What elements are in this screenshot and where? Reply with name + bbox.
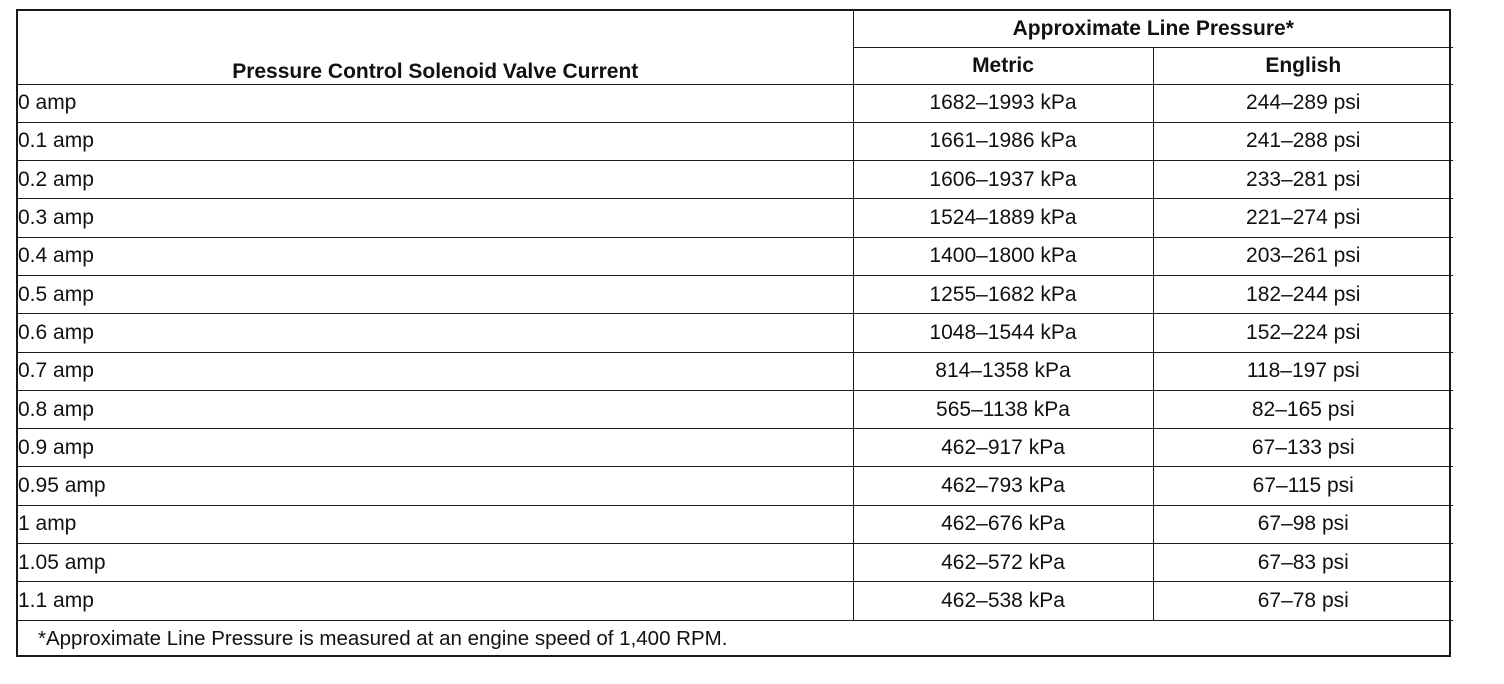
metric-pressure-cell: 1682–1993 kPa — [853, 84, 1153, 122]
table-row — [18, 429, 1453, 467]
header-row-group — [18, 11, 1453, 47]
current-cell: 0.95 amp — [18, 467, 853, 505]
metric-pressure-cell: 462–917 kPa — [853, 429, 1153, 467]
current-cell: 0.2 amp — [18, 161, 853, 199]
english-column-header: English — [1153, 47, 1453, 84]
table-row — [18, 582, 1453, 620]
footnote: *Approximate Line Pressure is measured at an engine speed of 1,400 RPM. — [18, 620, 1453, 658]
english-pressure-cell: 241–288 psi — [1153, 122, 1453, 160]
table-row — [18, 467, 1453, 505]
table-row — [18, 84, 1453, 122]
english-pressure-cell: 67–98 psi — [1153, 505, 1453, 543]
current-cell: 1.05 amp — [18, 544, 853, 582]
metric-pressure-cell: 1606–1937 kPa — [853, 161, 1153, 199]
current-cell: 0.6 amp — [18, 314, 853, 352]
current-cell: 0.9 amp — [18, 429, 853, 467]
table-row — [18, 390, 1453, 428]
metric-pressure-cell: 462–572 kPa — [853, 544, 1153, 582]
table-row — [18, 314, 1453, 352]
current-cell: 0.7 amp — [18, 352, 853, 390]
english-pressure-cell: 67–133 psi — [1153, 429, 1453, 467]
english-pressure-cell: 233–281 psi — [1153, 161, 1453, 199]
table-row — [18, 505, 1453, 543]
current-column-header: Pressure Control Solenoid Valve Current — [18, 11, 853, 84]
metric-pressure-cell: 462–676 kPa — [853, 505, 1153, 543]
english-pressure-cell: 244–289 psi — [1153, 84, 1453, 122]
current-cell: 0.5 amp — [18, 275, 853, 313]
table-footer — [18, 620, 1453, 658]
pressure-group-header: Approximate Line Pressure* — [853, 11, 1453, 47]
current-cell: 0.4 amp — [18, 237, 853, 275]
metric-pressure-cell: 462–793 kPa — [853, 467, 1153, 505]
english-pressure-cell: 182–244 psi — [1153, 275, 1453, 313]
footnote-row — [18, 620, 1453, 658]
table-row — [18, 544, 1453, 582]
table-row — [18, 199, 1453, 237]
table-header — [18, 11, 1453, 84]
current-cell: 1 amp — [18, 505, 853, 543]
english-pressure-cell: 118–197 psi — [1153, 352, 1453, 390]
metric-pressure-cell: 814–1358 kPa — [853, 352, 1153, 390]
metric-pressure-cell: 1400–1800 kPa — [853, 237, 1153, 275]
table-row — [18, 275, 1453, 313]
line-pressure-table — [18, 11, 1453, 658]
english-pressure-cell: 67–115 psi — [1153, 467, 1453, 505]
metric-pressure-cell: 1048–1544 kPa — [853, 314, 1153, 352]
line-pressure-table-frame — [16, 9, 1451, 657]
table-row — [18, 352, 1453, 390]
current-cell: 1.1 amp — [18, 582, 853, 620]
table-row — [18, 161, 1453, 199]
current-cell: 0.1 amp — [18, 122, 853, 160]
table-row — [18, 237, 1453, 275]
current-cell: 0.3 amp — [18, 199, 853, 237]
table-body — [18, 84, 1453, 620]
metric-pressure-cell: 1524–1889 kPa — [853, 199, 1153, 237]
current-cell: 0 amp — [18, 84, 853, 122]
current-cell: 0.8 amp — [18, 390, 853, 428]
english-pressure-cell: 221–274 psi — [1153, 199, 1453, 237]
metric-pressure-cell: 462–538 kPa — [853, 582, 1153, 620]
english-pressure-cell: 67–78 psi — [1153, 582, 1453, 620]
english-pressure-cell: 67–83 psi — [1153, 544, 1453, 582]
english-pressure-cell: 82–165 psi — [1153, 390, 1453, 428]
table-row — [18, 122, 1453, 160]
english-pressure-cell: 152–224 psi — [1153, 314, 1453, 352]
metric-pressure-cell: 1661–1986 kPa — [853, 122, 1153, 160]
metric-column-header: Metric — [853, 47, 1153, 84]
english-pressure-cell: 203–261 psi — [1153, 237, 1453, 275]
metric-pressure-cell: 565–1138 kPa — [853, 390, 1153, 428]
metric-pressure-cell: 1255–1682 kPa — [853, 275, 1153, 313]
